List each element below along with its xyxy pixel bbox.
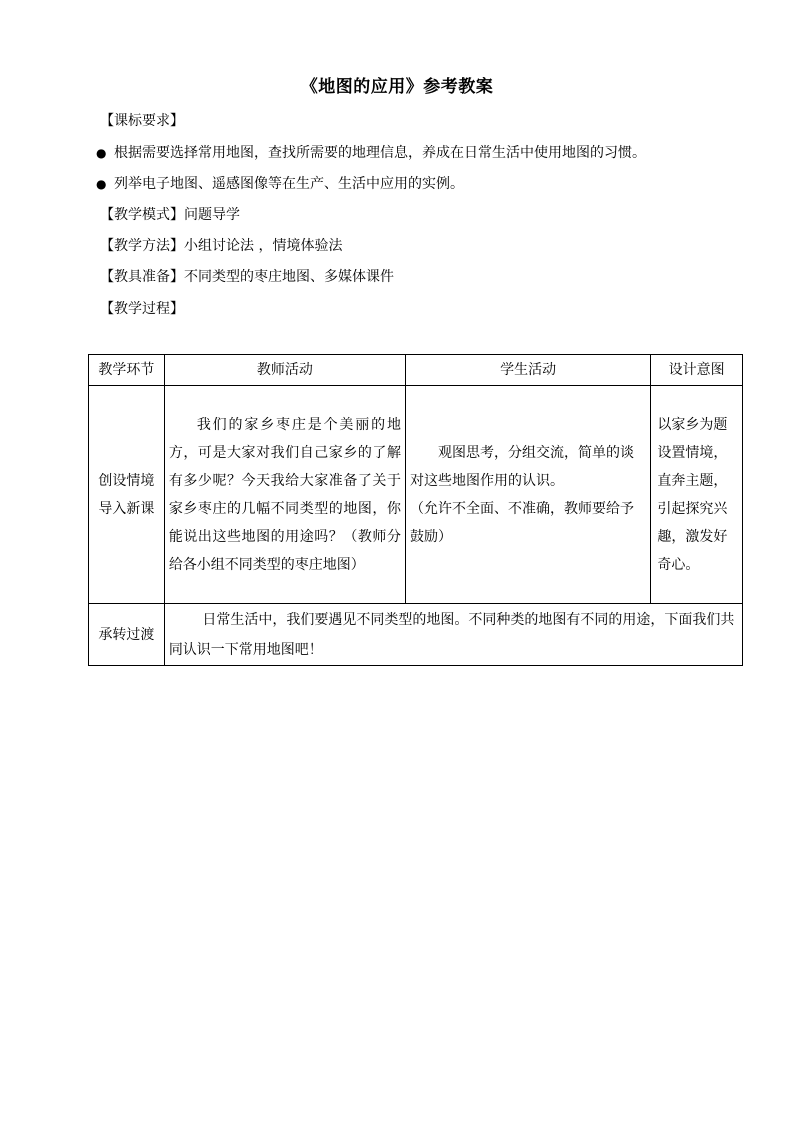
row1-teacher-text: 我们的家乡枣庄是个美丽的地方，可是大家对我们自己家乡的了解有多少呢？今天我给大家准备了关于家乡枣庄的几幅不同类型的地图，你能说出这些地图的用途吗？（教师分给各小组不同类型的枣庄地图） [168,416,401,573]
standard-item-1 [96,142,646,162]
lesson-plan-table [88,354,743,666]
standard-item-1-text: 根据需要选择常用地图，查找所需要的地理信息，养成在日常生活中使用地图的习惯。 [114,145,646,161]
standard-item-2-text: 列举电子地图、遥感图像等在生产、生活中应用的实例。 [114,176,464,192]
bullet-dot-icon: ● [96,177,107,191]
row1-teacher [164,386,405,604]
teaching-prep: 【教具准备】不同类型的枣庄地图、多媒体课件 [100,269,394,285]
row1-student [405,386,650,604]
row2-stage: 承转过渡 [89,604,165,666]
row2-content [164,604,742,666]
table-row [89,604,743,666]
process-heading: 【教学过程】 [100,301,184,317]
header-student: 学生活动 [405,355,650,386]
row1-student-text-1: 观图思考，分组交流，简单的谈对这些地图作用的认识。 [409,444,634,489]
standard-item-2 [96,173,464,193]
standards-heading: 【课标要求】 [100,113,184,129]
row2-content-text: 日常生活中，我们要遇见不同类型的地图。不同种类的地图有不同的用途，下面我们共同认识一下常用地图吧！ [168,611,735,658]
document-title: 《地图的应用》参考教案 [300,77,494,97]
header-teacher: 教师活动 [164,355,405,386]
teaching-method: 【教学方法】小组讨论法 ，情境体验法 [100,238,343,254]
bullet-dot-icon: ● [96,146,107,160]
row1-student-text-2: （允许不全面、不准确，教师要给予鼓励） [409,500,634,545]
header-stage: 教学环节 [89,355,165,386]
table-row [89,386,743,604]
table-header-row [89,355,743,386]
row1-stage: 创设情境导入新课 [89,386,165,604]
row1-intent: 以家乡为题设置情境，直奔主题，引起探究兴趣，激发好奇心。 [651,386,743,604]
header-intent: 设计意图 [651,355,743,386]
teaching-mode: 【教学模式】问题导学 [100,207,240,223]
